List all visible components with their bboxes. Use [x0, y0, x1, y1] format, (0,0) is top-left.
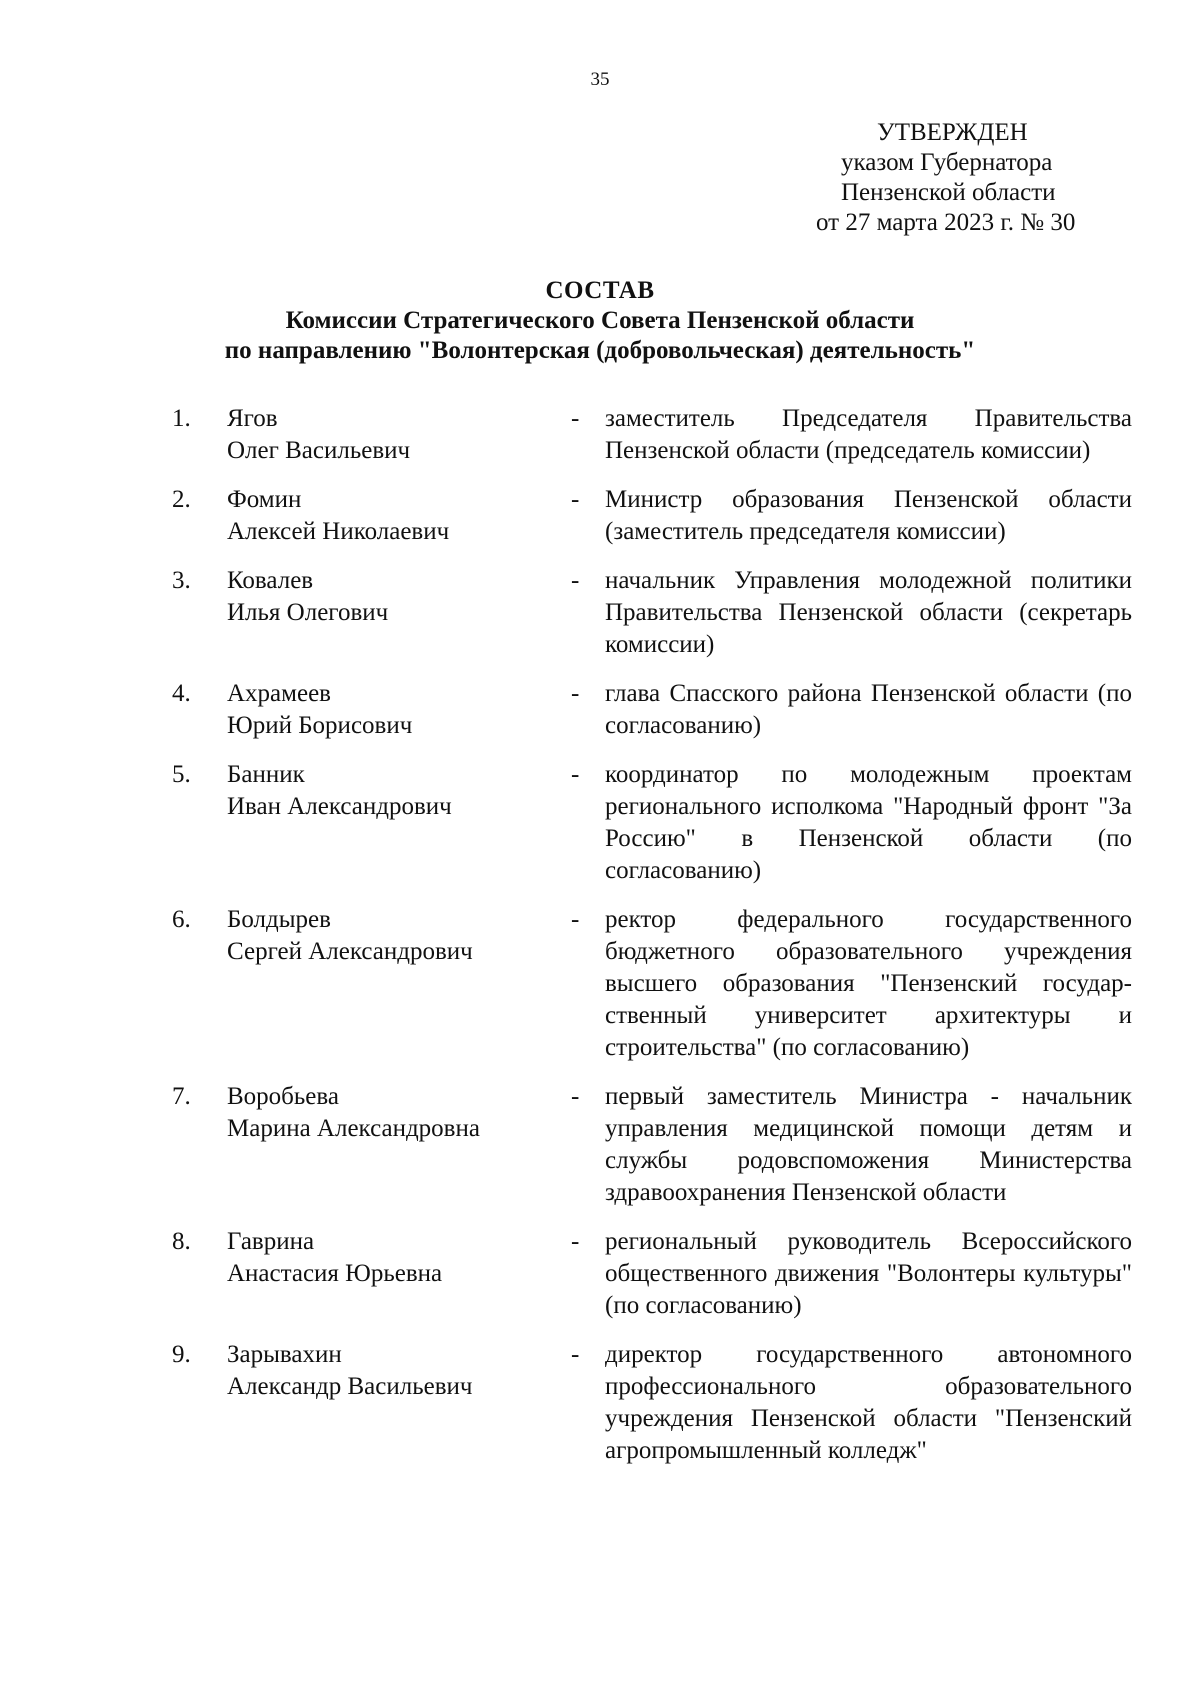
dash-separator: - [571, 486, 580, 513]
member-position: начальник Управления молодежной политики Правительства Пензенской области (секретарь комиссии) [605, 567, 1132, 658]
list-item [0, 1081, 1200, 1209]
list-item [0, 904, 1200, 1064]
list-item [0, 759, 1200, 887]
item-number: 7. [172, 1083, 191, 1110]
member-given-names: Анастасия Юрьевна [227, 1260, 443, 1287]
member-surname: Банник [227, 761, 305, 788]
dash-separator: - [571, 1083, 580, 1110]
member-surname: Зарывахин [227, 1341, 342, 1368]
member-position: координатор по молодежным проектам регионального исполкома "Народный фронт "За Россию" в Пензенской области (по согласованию) [605, 761, 1132, 884]
member-name [227, 1339, 567, 1403]
member-surname: Гаврина [227, 1228, 315, 1255]
member-name [227, 678, 567, 742]
member-name [227, 484, 567, 548]
item-number: 1. [172, 405, 191, 432]
member-position: заместитель Председателя Правительства Пензенской области (председатель комиссии) [605, 405, 1132, 464]
member-name [227, 565, 567, 629]
member-surname: Фомин [227, 486, 302, 513]
list-item [0, 565, 1200, 661]
member-name [227, 904, 567, 968]
item-number: 9. [172, 1341, 191, 1368]
list-item [0, 484, 1200, 548]
member-name [227, 403, 567, 467]
dash-separator: - [571, 1341, 580, 1368]
item-number: 3. [172, 567, 191, 594]
member-given-names: Иван Александрович [227, 793, 452, 820]
member-position: региональный руководитель Всероссийского общественного движения "Волонтеры культуры" (по согласованию) [605, 1228, 1132, 1319]
member-surname: Болдырев [227, 906, 331, 933]
item-number: 6. [172, 906, 191, 933]
member-given-names: Сергей Александрович [227, 938, 473, 965]
item-number: 8. [172, 1228, 191, 1255]
list-item [0, 403, 1200, 467]
member-given-names: Олег Васильевич [227, 437, 411, 464]
approval-line-3: Пензенской области [841, 179, 1056, 206]
dash-separator: - [571, 761, 580, 788]
member-given-names: Александр Васильевич [227, 1373, 473, 1400]
approval-line-4: от 27 марта 2023 г. № 30 [816, 209, 1076, 236]
title-line-2: Комиссии Стратегического Совета Пензенской области [285, 307, 915, 334]
item-number: 5. [172, 761, 191, 788]
list-item [0, 678, 1200, 742]
member-name [227, 759, 567, 823]
approval-line-1: УТВЕРЖДЕН [877, 119, 1028, 146]
member-surname: Ягов [227, 405, 278, 432]
dash-separator: - [571, 567, 580, 594]
member-surname: Ахрамеев [227, 680, 331, 707]
member-name [227, 1226, 567, 1290]
member-position: Министр образования Пензенской области (заместитель председателя комиссии) [605, 486, 1132, 545]
approval-stamp [700, 118, 1160, 238]
dash-separator: - [571, 680, 580, 707]
item-number: 4. [172, 680, 191, 707]
member-given-names: Алексей Николаевич [227, 518, 450, 545]
list-item [0, 1226, 1200, 1322]
page-number: 35 [590, 69, 610, 90]
dash-separator: - [571, 405, 580, 432]
dash-separator: - [571, 1228, 580, 1255]
title-line-1: СОСТАВ [545, 277, 655, 304]
member-position: первый заместитель Министра - начальник управления медицинской помощи детям и службы родовспоможения Министерства здравоохранения Пензенской области [605, 1083, 1132, 1206]
approval-line-2: указом Губернатора [841, 149, 1053, 176]
list-item [0, 1339, 1200, 1467]
dash-separator: - [571, 906, 580, 933]
member-position: глава Спасского района Пензенской области (по согласованию) [605, 680, 1132, 739]
member-name [227, 1081, 567, 1145]
title-line-3: по направлению "Волонтерская (добровольческая) деятельность" [224, 337, 976, 364]
member-given-names: Илья Олегович [227, 599, 389, 626]
item-number: 2. [172, 486, 191, 513]
member-given-names: Марина Александровна [227, 1115, 480, 1142]
member-surname: Воробьева [227, 1083, 339, 1110]
member-position: ректор федерального государственного бюджетного образовательного учреждения высшего образования "Пензенский государственный университет архитектуры и строительства" (по согласованию) [605, 906, 1132, 1061]
members-list [0, 403, 1200, 1484]
member-surname: Ковалев [227, 567, 314, 594]
member-position: директор государственного автономного профессионального образовательного учреждения Пензенской области "Пензенский агропромышленный колледж" [605, 1341, 1132, 1464]
document-title [0, 276, 1200, 366]
member-given-names: Юрий Борисович [227, 712, 413, 739]
